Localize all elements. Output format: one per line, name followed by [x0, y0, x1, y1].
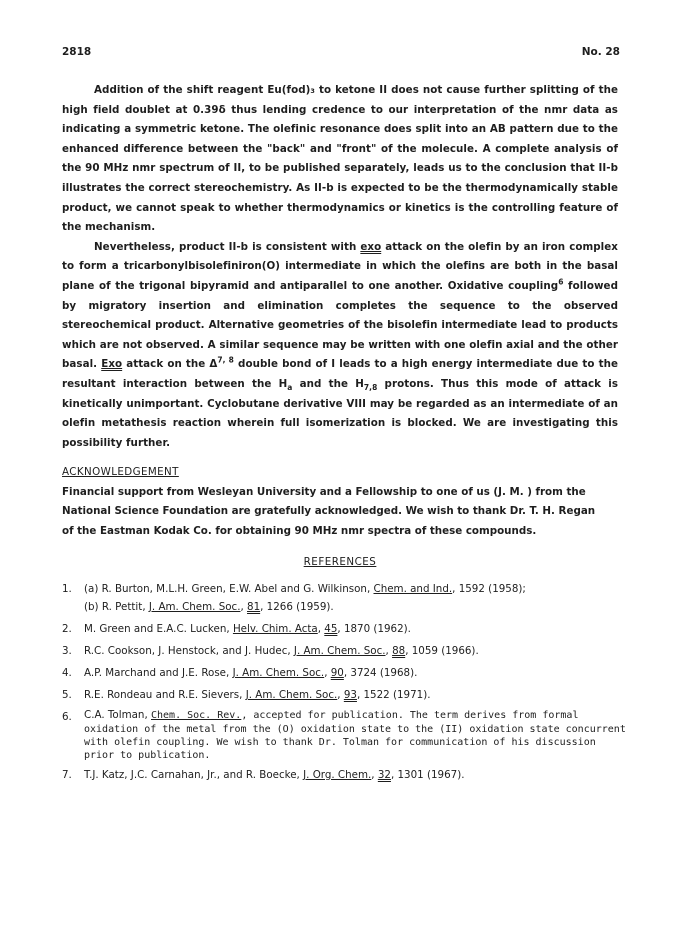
volume-number: 81: [247, 601, 261, 613]
reference-authors: T.J. Katz, J.C. Carnahan, Jr., and R. Boecke,: [84, 769, 304, 781]
reference-details: , 1059 (1966).: [405, 645, 479, 657]
text-line: the 90 MHz nmr spectrum of II, to be published separately, leads us to the conclusion that II-b: [62, 162, 618, 175]
reference-details: , 3724 (1968).: [343, 667, 418, 679]
reference-sep: ,: [324, 667, 331, 679]
reference-line: prior to publication.: [84, 750, 211, 761]
text-line: attack on the Δ: [126, 358, 218, 371]
journal-name: Chem. and Ind.: [373, 583, 453, 595]
reference-details: , 1266 (1959).: [260, 601, 334, 613]
reference-number: 5.: [62, 689, 72, 701]
reference-item: [62, 642, 622, 660]
text-line: high field doublet at 0.39δ thus lending credence to our interpretation of the nmr data as: [62, 103, 618, 116]
text-line: and the H: [292, 377, 364, 390]
reference-number: 1.: [62, 583, 72, 595]
page-header: [62, 46, 620, 60]
text-line: to form a tricarbonylbisolefiniron(O) intermediate in which the olefins are both in the basal: [62, 260, 618, 273]
reference-authors: C.A. Tolman,: [84, 709, 151, 721]
subscript: 7,8: [363, 382, 378, 392]
journal-name: Chem. Soc. Rev.: [151, 710, 242, 721]
paragraph-shift-reagent: [62, 81, 618, 238]
reference-item: [62, 766, 622, 784]
reference-details: , 1592 (1958);: [452, 583, 526, 595]
body-text: [62, 81, 618, 453]
journal-name: J. Am. Chem. Soc.: [232, 667, 325, 679]
text-line: by migratory insertion and elimination completes the sequence to the observed stereochemical: [62, 299, 618, 332]
volume-number: 45: [324, 623, 338, 635]
subscript: a: [287, 382, 293, 392]
text-line: protons. Thus this mode of attack is kinetically: [62, 377, 619, 410]
reference-authors: R.C. Cookson, J. Henstock, and J. Hudec,: [84, 645, 294, 657]
journal-name: Helv. Chim. Acta: [232, 623, 318, 635]
journal-name: J. Org. Chem.: [303, 769, 372, 781]
reference-authors: (b) R. Pettit,: [84, 601, 149, 613]
reference-sep: ,: [337, 689, 344, 701]
reference-line: [84, 664, 622, 682]
reference-details: , 1870 (1962).: [337, 623, 411, 635]
text-line: metathesis reaction wherein full isomerization is blocked. We are investigating this possibility: [62, 417, 619, 449]
reference-item: [62, 686, 622, 704]
journal-name: J. Am. Chem. Soc.: [148, 601, 241, 613]
exo-term: exo: [360, 240, 382, 253]
reference-item: [62, 620, 622, 638]
volume-number: 90: [330, 667, 344, 679]
reference-line: [84, 686, 622, 704]
text-line: further.: [126, 436, 171, 449]
reference-sep: ,: [240, 601, 248, 613]
reference-details: , accepted for publication. The term derives from formal: [241, 710, 579, 721]
text-line: feature of the mechanism.: [62, 201, 619, 234]
reference-number: 2.: [62, 623, 72, 635]
reference-details: , 1301 (1967).: [390, 769, 465, 781]
reference-line: [84, 580, 622, 598]
reference-number: 6.: [62, 711, 72, 723]
reference-number: 7.: [62, 769, 72, 781]
page-number: 2818: [62, 46, 92, 58]
journal-name: J. Am. Chem. Soc.: [293, 645, 386, 657]
text-line: attack on the olefin by an iron complex: [381, 240, 618, 253]
text-line: Nevertheless, product II-b is consistent with: [94, 240, 361, 253]
text-line: followed: [563, 279, 619, 292]
reference-sep: ,: [371, 769, 378, 781]
reference-line: [84, 642, 622, 660]
reference-line: [84, 598, 622, 616]
text-line: of the Eastman Kodak Co. for obtaining 90 MHz nmr spectra of these compounds.: [62, 524, 537, 537]
reference-line: [84, 708, 622, 723]
acknowledgement-heading: ACKNOWLEDGEMENT: [62, 466, 179, 478]
text-line: product. Alternative geometries of the bisolefin intermediate lead to products which are not: [62, 319, 619, 351]
volume-number: 32: [377, 769, 391, 781]
reference-number: 4.: [62, 667, 72, 679]
reference-item: [62, 664, 622, 682]
reference-item: [62, 708, 626, 762]
text-line: illustrates the correct stereochemistry. As II-b is expected to be the thermodynamically: [62, 181, 579, 194]
references-list: [62, 580, 626, 788]
text-line: National Science Foundation are gratefully acknowledged. We wish to thank Dr. T. H. Regan: [62, 505, 596, 518]
reference-line: with olefin coupling. We wish to thank Dr. Tolman for communication of his discussion: [84, 737, 596, 748]
reference-number: 3.: [62, 645, 72, 657]
reference-details: , 1522 (1971).: [356, 689, 431, 701]
reference-item: [62, 580, 622, 616]
volume-number: 88: [392, 645, 406, 657]
acknowledgement-section: [62, 463, 618, 541]
reference-line: [84, 766, 622, 784]
reference-authors: R.E. Rondeau and R.E. Sievers,: [84, 689, 246, 701]
text-line: indicating a symmetric ketone. The olefinic resonance does split into an AB pattern due to the: [62, 123, 618, 136]
journal-issue-number: No. 28: [581, 46, 620, 58]
exo-term: Exo: [101, 358, 123, 371]
text-line: plane of the trigonal bipyramid and antiparallel to one another. Oxidative coupling: [62, 279, 559, 292]
journal-name: J. Am. Chem. Soc.: [245, 689, 338, 701]
text-line: enhanced difference between the "back" and "front" of the molecule. A complete analysis of: [62, 142, 618, 155]
reference-authors: M. Green and E.A.C. Lucken,: [84, 623, 233, 635]
text-line: double bond of I leads to a high energy intermediate due to the resultant: [62, 358, 618, 390]
references-heading-text: REFERENCES: [303, 556, 377, 568]
reference-authors: A.P. Marchand and J.E. Rose,: [84, 667, 233, 679]
text-line: interaction between the H: [122, 377, 288, 390]
text-line: Addition of the shift reagent Eu(fod)₃ to ketone II does not cause further splitting of the: [94, 84, 618, 96]
reference-line: [84, 620, 622, 638]
acknowledgement-text: [62, 483, 618, 542]
delta-superscript: 7, 8: [217, 355, 234, 365]
text-line: unimportant. Cyclobutane derivative VIII may be regarded as an intermediate of an olefin: [62, 397, 618, 430]
reference-line: oxidation of the metal from the (O) oxidation state to the (II) oxidation state concurrent: [84, 724, 626, 735]
citation-superscript: 6: [558, 277, 564, 287]
volume-number: 93: [343, 689, 357, 701]
text-line: Financial support from Wesleyan University and a Fellowship to one of us (J. M. ) from the: [62, 485, 586, 498]
reference-sep: ,: [317, 623, 325, 635]
text-line: observed. A similar sequence may be written with one olefin axial and the other basal.: [62, 338, 619, 371]
references-heading: [0, 556, 680, 568]
reference-authors: (a) R. Burton, M.L.H. Green, E.W. Abel and G. Wilkinson,: [84, 583, 374, 595]
reference-sep: ,: [385, 645, 393, 657]
paragraph-mechanism: [62, 238, 618, 454]
text-line: stable product, we cannot speak to whether thermodynamics or kinetics is the controlling: [62, 181, 618, 214]
